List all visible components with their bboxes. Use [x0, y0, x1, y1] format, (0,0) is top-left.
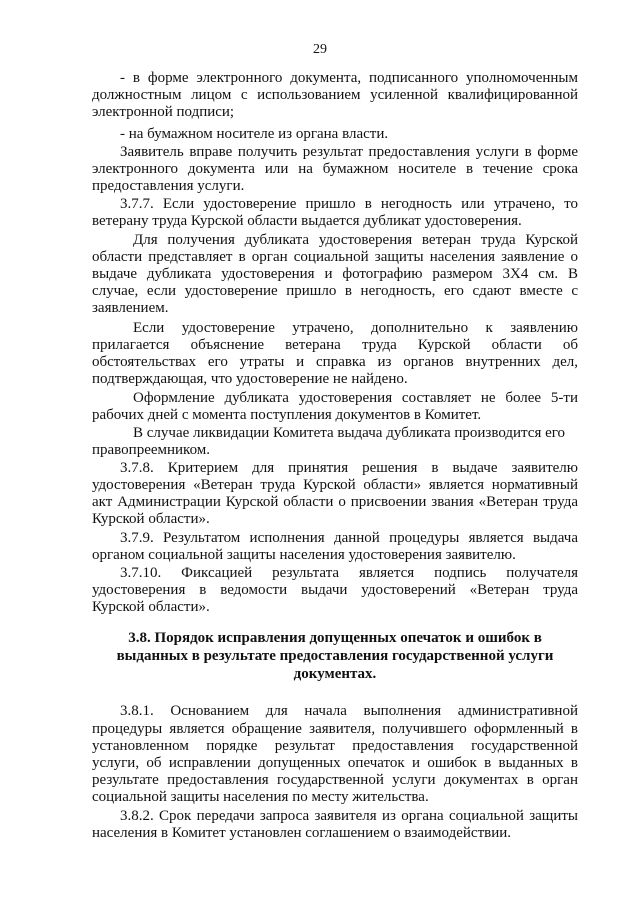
- body-line: удостоверения «Ветеран труда Курской области» является нормативный: [92, 477, 578, 493]
- body-line: 3.7.7. Если удостоверение пришло в негодность или утрачено, то: [120, 196, 578, 212]
- body-line: должностным лицом с использованием усиленной квалифицированной: [92, 87, 578, 103]
- body-line: удостоверения в ведомости выдачи удостоверений «Ветеран труда: [92, 582, 578, 598]
- body-line: 3.7.8. Критерием для принятия решения в выдаче заявителю: [120, 460, 578, 476]
- body-line: В случае ликвидации Комитета выдача дубликата производится его: [133, 425, 566, 441]
- body-line: Курской области».: [92, 599, 210, 615]
- body-line: - в форме электронного документа, подписанного уполномоченным: [120, 70, 578, 86]
- body-line: Курской области».: [92, 511, 210, 527]
- body-line: акт Администрации Курской области о присвоении звания «Ветеран труда: [92, 494, 578, 510]
- body-line: Заявитель вправе получить результат предоставления услуги в форме: [120, 144, 578, 160]
- body-line: правопреемником.: [92, 442, 211, 458]
- body-line: заявлением.: [92, 300, 169, 316]
- section-line: населения в Комитет установлен соглашением о взаимодействии.: [92, 825, 512, 841]
- section-line: установленном порядке результат предоставления государственной: [92, 738, 578, 754]
- section-line: процедуры является обращение заявителя, получившего оформленный в: [92, 721, 578, 737]
- section-line: 3.8.1. Основанием для начала выполнения административной: [120, 703, 578, 719]
- body-line: 3.7.9. Результатом исполнения данной процедуры является выдача: [120, 530, 578, 546]
- body-line: Оформление дубликата удостоверения составляет не более 5-ти: [133, 390, 578, 406]
- body-line: подтверждающая, что удостоверение не найдено.: [92, 371, 408, 387]
- body-line: - на бумажном носителе из органа власти.: [120, 126, 389, 142]
- body-line: 3.7.10. Фиксацией результата является подпись получателя: [120, 565, 578, 581]
- body-line: предоставления услуги.: [92, 178, 245, 194]
- section-line: результате предоставления государственной услуги документах в орган: [92, 772, 578, 788]
- body-line: ветерану труда Курской области выдается дубликат удостоверения.: [92, 213, 522, 229]
- body-line: обстоятельствах его утраты и справка из органов внутренних дел,: [92, 354, 578, 370]
- section-line: социальной защиты населения по месту жительства.: [92, 789, 429, 805]
- body-line: Если удостоверение утрачено, дополнительно к заявлению: [133, 320, 578, 336]
- section-line: 3.8.2. Срок передачи запроса заявителя из органа социальной защиты: [120, 808, 578, 824]
- body-line: электронного документа или на бумажном носителе в течение срока: [92, 161, 578, 177]
- page-number: 29: [313, 42, 327, 57]
- section-heading-line: выданных в результате предоставления государственной услуги: [116, 648, 554, 664]
- body-line: рабочих дней с момента поступления документов в Комитет.: [92, 407, 482, 423]
- body-line: области представляет в орган социальной защиты населения заявление о: [92, 249, 578, 265]
- body-line: Для получения дубликата удостоверения ветеран труда Курской: [133, 232, 578, 248]
- section-heading-line: 3.8. Порядок исправления допущенных опечаток и ошибок в: [128, 630, 542, 646]
- body-line: выдаче дубликата удостоверения и фотографию размером 3Х4 см. В: [92, 266, 578, 282]
- section-line: услуги, об исправлении допущенных опечаток и ошибок в выданных в: [92, 755, 578, 771]
- body-line: прилагается объяснение ветерана труда Курской области об: [92, 337, 578, 353]
- body-line: органом социальной защиты населения удостоверения заявителю.: [92, 547, 516, 563]
- section-heading-line: документах.: [293, 666, 377, 682]
- body-line: случае, если удостоверение пришло в негодность, его сдают вместе с: [92, 283, 578, 299]
- body-line: электронной подписи;: [92, 104, 235, 120]
